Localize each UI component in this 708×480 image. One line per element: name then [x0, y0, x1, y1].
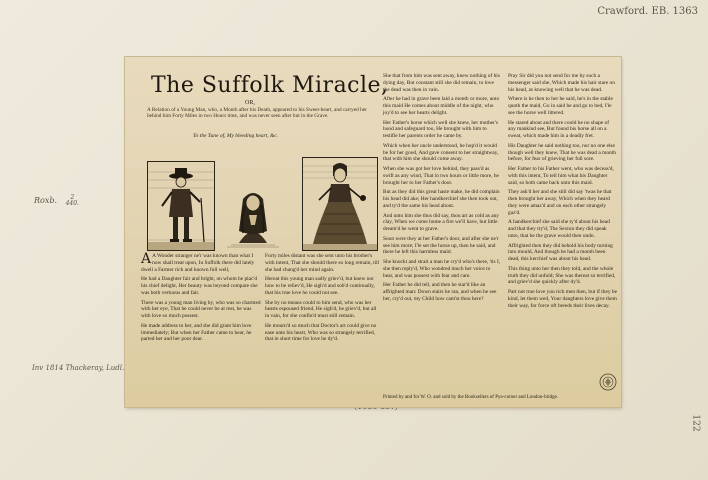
- stanza: Where is he then to her he said, he's in the stable quoth the maid, Go in said he and go to bed, I'le see the horse well littered.: [508, 96, 613, 116]
- stanza: Pray Sir did you not send for me by such a messenger said she, Which made his hair stare on his head, as knowing well that he was dead.: [508, 73, 615, 93]
- stanza: She knockt and strait a man he cry'd who's there, 'tis I, she then reply'd, Who wondred much her voice to hear, and was possest with fear and care.: [383, 259, 501, 279]
- stanza: He had a Daughter fair and bright, on whom he plac'd his chief delight, Her beauty was beyond compare she was both vertuous and fair.: [141, 276, 258, 296]
- stanza: Affrighted then they did behold his body turning into mould, And though he had a month been dead, this kerchief was about his head.: [508, 242, 613, 262]
- woodcut-man: [147, 161, 215, 251]
- ballad-column-1: [141, 253, 261, 346]
- stanza: They ask'd her and she still did say 'twas he that then brought her away, Which when they heard they were amaz'd and on each other strangely gaz'd.: [508, 189, 612, 216]
- broadside-sheet: [125, 57, 621, 407]
- ballad-title: The Suffolk Miracle,: [151, 73, 389, 98]
- roxburghe-ref-bottom: 440.: [65, 200, 79, 207]
- stanza: Forty miles distant was she sent unto his brother's with intent, That she should there so long remain, till she had chang'd her mind again.: [265, 253, 380, 273]
- library-stamp-icon: [599, 373, 617, 391]
- stanza: Hereat this young man sadly griev'd, but knew not how to be reliev'd, He sigh'd and sob'd continually, that his true love he could not see.: [265, 276, 375, 296]
- stanza: He stared about and there could he no shape of any mankind see, But found his horse all on a sweat, which made him in a deadly fret.: [508, 119, 610, 139]
- stanza: Her Father's horse which well she knew, her mother's hood and safeguard too, He brought with him to testifie her parents order he came by.: [383, 119, 498, 139]
- ballad-column-3: [383, 73, 501, 306]
- title-or: OR,: [245, 100, 255, 106]
- stanza: Soon were they at her Father's door, and after she ne'r see him more; I'le set the horse up, then he said, and there he left this harmless maid.: [383, 235, 499, 256]
- stanza: After he had in grave been laid a month or more, unto this maid He comes about middle of the night, who joy'd to see her hearts delight.: [383, 96, 500, 116]
- ballad-subtitle: A Relation of a Young Man, who, a Month after his Death, appeared to his Sweet-heart, and carryed her behind him Forty Miles in two Hours time, and was never seen after but in the Grave.: [147, 107, 367, 120]
- stanza: He mourn'd so much that Doctor's art could give no ease unto his heart, Who was so strangely terrified, that in short time for love he dy'd.: [265, 322, 377, 343]
- stanza: He made address to her, and she did grant him love immediately; But when her Father came to hear, he parted her and her poor dear.: [141, 322, 252, 343]
- drop-cap: A: [141, 251, 152, 267]
- provenance-note: Inv 1814 Thackeray, Ludl.: [32, 364, 125, 372]
- roxburghe-label: Roxb.: [34, 196, 58, 205]
- imprint-line: Printed by and for W. O. and sold by the Booksellers of Pye-corner and London-bridge.: [383, 395, 559, 400]
- ballad-column-2: [265, 253, 380, 346]
- stanza: His Daughter he said nothing too, nor no one else though well they knew, That he was dead a month before, for fear of grieving her full sore.: [508, 142, 616, 163]
- stanza: This thing unto her then they told, and the whole truth they did unfold; She was thereat so terrified, and griev'd she quickly after dy'd.: [508, 265, 616, 286]
- tune-line: To the Tune of, My bleeding heart, &c.: [193, 133, 279, 139]
- ballad-column-4: [508, 73, 618, 312]
- shelfmark-note: Crawford. EB. 1363: [597, 6, 698, 17]
- stanza-text: A Wonder stranger ne'r was known than what I now shall treat upon, In Suffolk there did lately dwell a Farmer rich and known full well,: [141, 253, 255, 273]
- stanza: And unto him she thus did say, thou art as cold as any clay, When we come home a fire we'll have, but little dream'd he went to grave.: [383, 212, 499, 232]
- stanza: When she was got her love behind, they pass'd as swift as any wind, That in two hours or little more, he brought her to her Father's door.: [383, 166, 499, 186]
- stanza: Which when her uncle understood, he hop'd it would be for her good, And gave consent to her straightway, that with him she should come away.: [383, 142, 499, 163]
- sheet-number: 122: [690, 414, 701, 432]
- woodcut-lady: [302, 157, 378, 251]
- stanza: Her Father he did tell, and then he star'd like an affrighted man: Down stairs he ran, and when he see her, cry'd out, my Child how cam'st thou here?: [383, 282, 497, 302]
- roxburghe-ref-top: 2: [70, 194, 75, 201]
- stanza: There was a young man living by, who was so charmed with her eye, That he could never be at rest, he was with love so much possest.: [141, 299, 261, 319]
- stanza: She by no means could to him send, who was her hearts espoused friend, He sigh'd, he griev'd, but all in vain, for she confin'd must still remain.: [265, 299, 377, 319]
- stanza: But as they did this great haste make, he did complain his head did ake; Her handkerchief she then took out, and ty'd the same his head about.: [383, 189, 500, 209]
- roxburghe-note: [34, 195, 79, 207]
- stanza: She that from him was sent away, knew nothing of his dying day, But constant still she did remain, to love the dead was then in vain.: [383, 73, 500, 93]
- stanza: Her Father to his Father went, who was deceas'd, with this intent, To tell him what his Daughter said, so both came back unto this maid.: [508, 166, 614, 186]
- stanza: A handkerchief she said she ty'd about his head and that they try'd, The Sexton they did speak unto, that he the grave would then undo.: [508, 219, 610, 239]
- roxburghe-reference: [66, 195, 79, 207]
- stanza: Part not true love you rich men then, but if they be kind, let them wed, Your daughters love give them their way, for force oft breeds their lives decay.: [508, 289, 617, 309]
- stanza: [141, 253, 261, 273]
- woodcut-mourning-woman: [219, 181, 287, 249]
